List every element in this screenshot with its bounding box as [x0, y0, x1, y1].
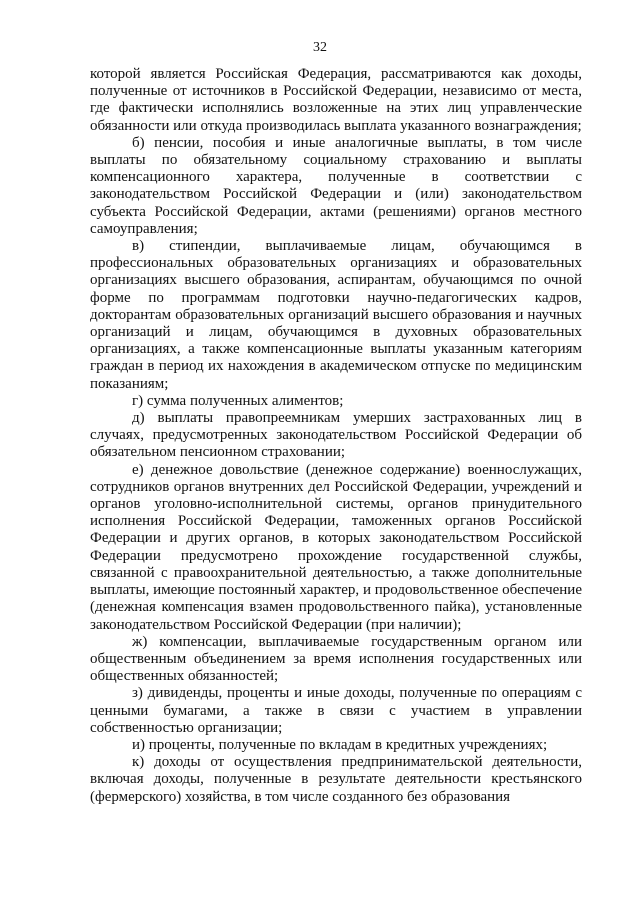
- paragraph-item-k: к) доходы от осуществления предпринимательской деятельности, включая доходы, полученные в результате деятельности крестьянского (фермерского) хозяйства, в том числе созданного без образования: [90, 754, 582, 805]
- paragraph-item-z: з) дивиденды, проценты и иные доходы, полученные по операциям с ценными бумагами, а также в связи с участием в управлении собственностью организации;: [90, 685, 582, 736]
- paragraph-item-v: в) стипендии, выплачиваемые лицам, обучающимся в профессиональных образовательных организациях и образовательных организациях высшего образования, аспирантам, обучающимся по очной форме по программам подготовки научно-педагогических кадров, докторантам образовательных организаций высшего образования и научных организаций и лицам, обучающимся в духовных образовательных организациях, а также компенсационные выплаты указанным категориям граждан в период их нахождения в академическом отпуске по медицинским показаниям;: [90, 238, 582, 392]
- paragraph-item-b: б) пенсии, пособия и иные аналогичные выплаты, в том числе выплаты по обязательному социальному страхованию и выплаты компенсационного характера, полученные в соответствии с законодательством Российской Федерации и (или) законодательством субъекта Российской Федерации, актами (решениями) органов местного самоуправления;: [90, 134, 582, 237]
- paragraph-continuation: которой является Российская Федерация, рассматриваются как доходы, полученные от источников в Российской Федерации, независимо от места, где фактически исполнялись возложенные на этих лиц управленческие обязанности или откуда производилась выплата указанного вознаграждения;: [90, 66, 582, 134]
- paragraph-item-i: и) проценты, полученные по вкладам в кредитных учреждениях;: [132, 736, 548, 753]
- document-body: [90, 66, 582, 806]
- paragraph-item-zh: ж) компенсации, выплачиваемые государственным органом или общественным объединением за время исполнения государственных или общественных обязанностей;: [90, 633, 582, 685]
- paragraph-item-g: г) сумма полученных алиментов;: [132, 392, 344, 409]
- paragraph-item-d: д) выплаты правопреемникам умерших застрахованных лиц в случаях, предусмотренных законодательством Российской Федерации об обязательном пенсионном страховании;: [90, 410, 582, 461]
- page-number: 32: [313, 40, 327, 55]
- paragraph-item-e: е) денежное довольствие (денежное содержание) военнослужащих, сотрудников органов внутренних дел Российской Федерации, учреждений и органов уголовно-исполнительной системы, органов принудительного исполнения Российской Федерации, таможенных органов Российской Федерации и других органов, в которых законодательством Российской Федерации предусмотрено прохождение государственной службы, связанной с правоохранительной деятельностью, а также дополнительные выплаты, имеющие постоянный характер, и продовольственное обеспечение (денежная компенсация взамен продовольственного пайка), установленные законодательством Российской Федерации (при наличии);: [90, 461, 582, 633]
